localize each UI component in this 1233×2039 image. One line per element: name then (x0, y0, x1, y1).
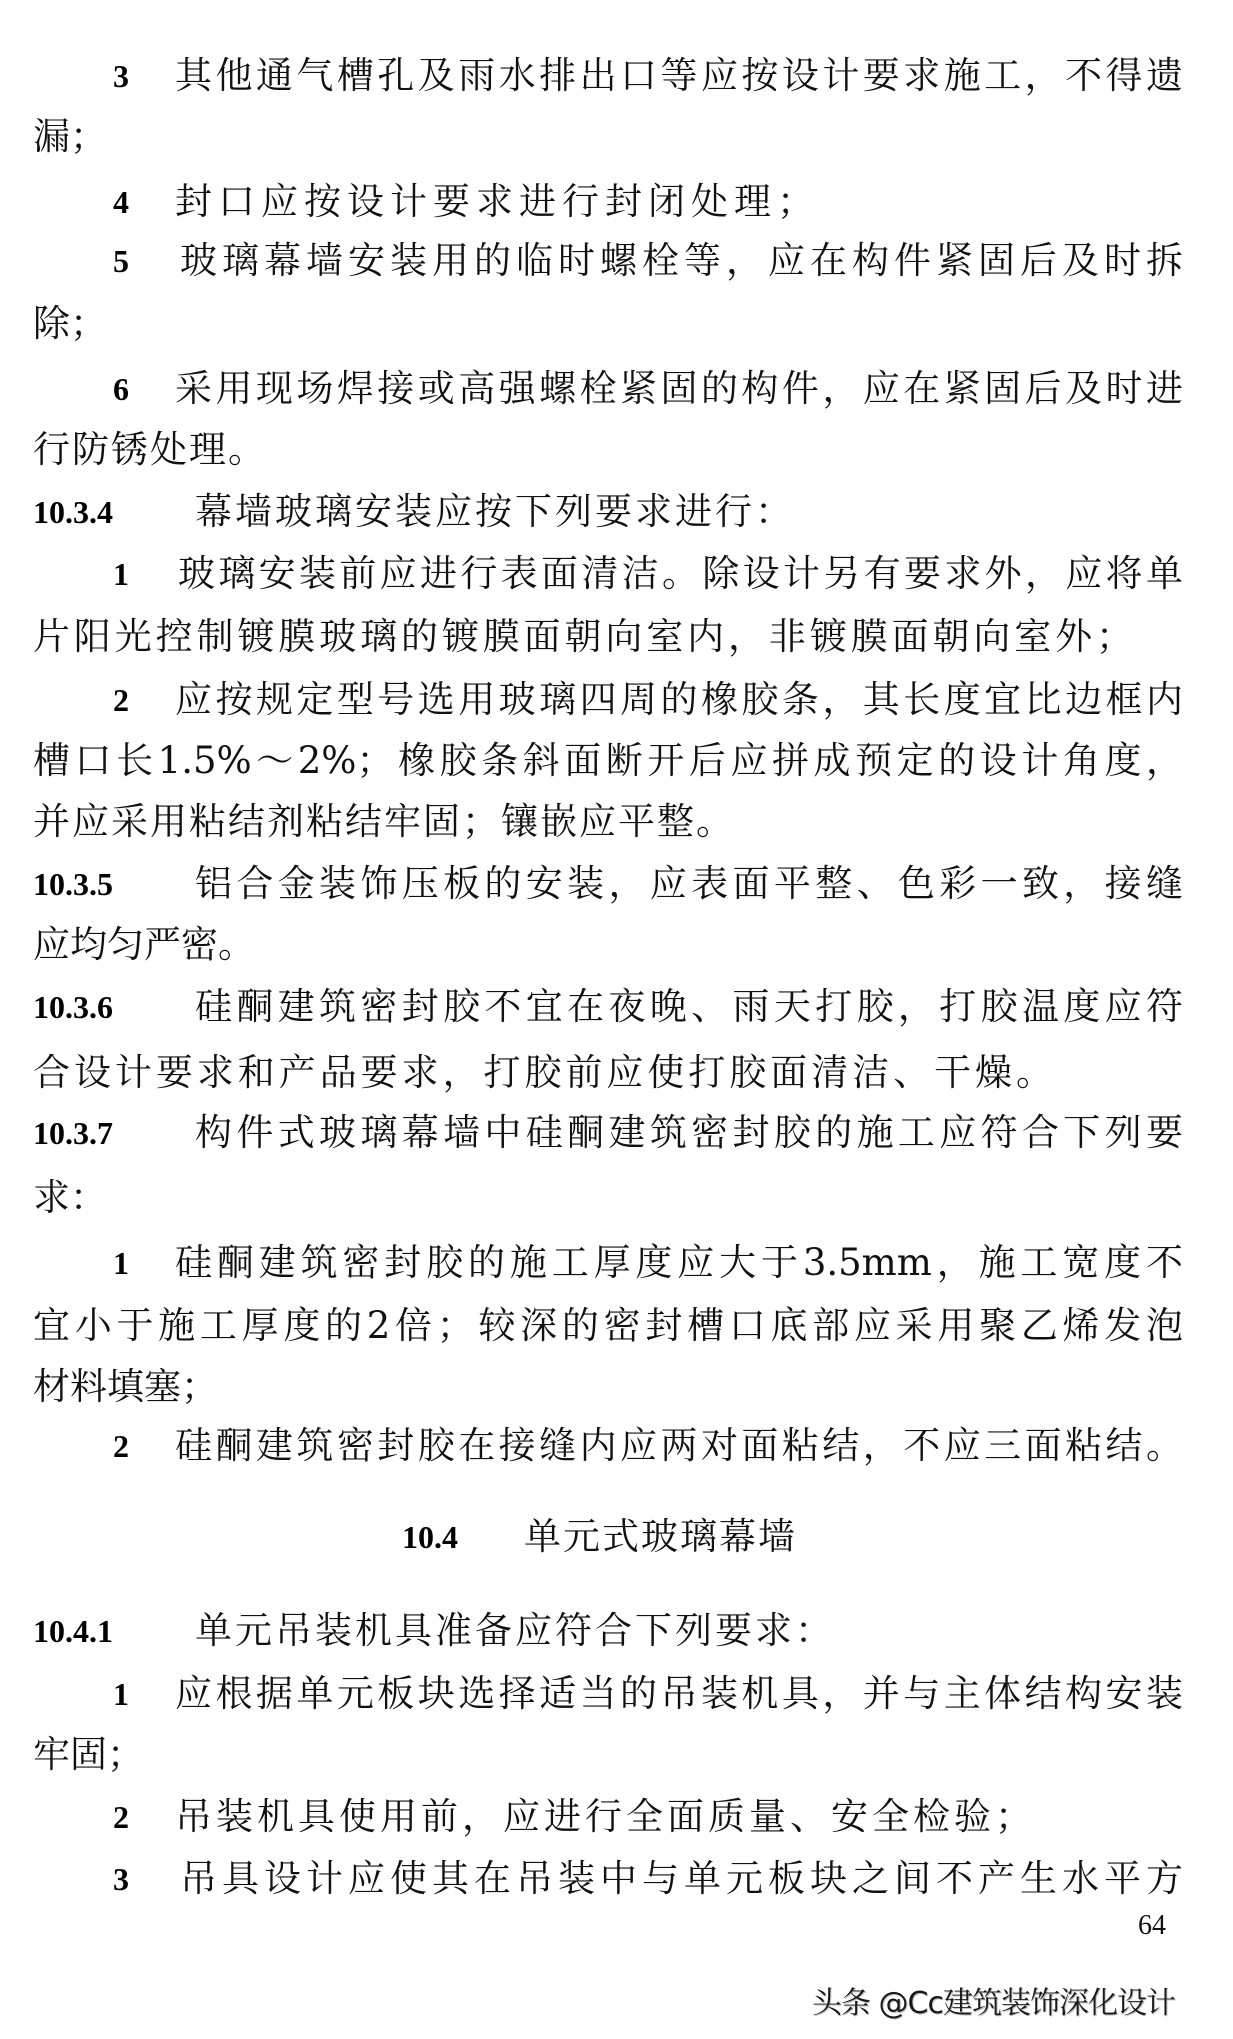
watermark-text: 头条 @Cc建筑装饰深化设计 (812, 1986, 1175, 2021)
paragraph-line: 其他通气槽孔及雨水排出口等应按设计要求施工，不得遗 (175, 54, 1183, 97)
list-number: 1 (113, 556, 129, 592)
paragraph-line: 吊装机具使用前，应进行全面质量、安全检验； (175, 1795, 1036, 1838)
list-number: 2 (113, 1799, 129, 1835)
paragraph-line: 采用现场焊接或高强螺栓紧固的构件，应在紧固后及时进 (175, 367, 1183, 410)
list-number: 1 (113, 1676, 129, 1712)
list-number: 6 (113, 371, 129, 407)
list-number: 4 (113, 184, 129, 220)
paragraph-line: 除； (33, 302, 107, 345)
paragraph-line: 玻璃安装前应进行表面清洁。除设计另有要求外，应将单 (178, 552, 1183, 595)
paragraph-line: 材料填塞； (33, 1365, 218, 1408)
clause-text: 构件式玻璃幕墙中硅酮建筑密封胶的施工应符合下列要 (195, 1111, 1183, 1154)
list-number: 3 (113, 58, 129, 94)
section-number: 10.4 (402, 1519, 458, 1555)
list-number: 5 (113, 243, 129, 279)
paragraph-line: 应均匀严密。 (33, 923, 255, 966)
paragraph-line: 求： (33, 1176, 107, 1219)
page-number: 64 (1138, 1910, 1166, 1941)
list-number: 3 (113, 1861, 129, 1897)
clause-text: 铝合金装饰压板的安装，应表面平整、色彩一致，接缝 (195, 862, 1183, 905)
paragraph-line: 封口应按设计要求进行封闭处理； (175, 180, 820, 223)
paragraph-line: 吊具设计应使其在吊装中与单元板块之间不产生水平方 (180, 1857, 1183, 1900)
clause-text: 硅酮建筑密封胶不宜在夜晚、雨天打胶，打胶温度应符 (195, 985, 1183, 1028)
clause-number: 10.3.7 (33, 1115, 113, 1151)
paragraph-line: 牢固； (33, 1733, 144, 1776)
paragraph-line: 漏； (33, 115, 107, 158)
clause-number: 10.3.4 (33, 494, 113, 530)
clause-number: 10.3.6 (33, 989, 113, 1025)
paragraph-line: 槽口长1.5%～2%；橡胶条斜面断开后应拼成预定的设计角度， (33, 739, 1183, 782)
paragraph-line: 应按规定型号选用玻璃四周的橡胶条，其长度宜比边框内 (175, 678, 1183, 721)
paragraph-line: 合设计要求和产品要求，打胶前应使打胶面清洁、干燥。 (33, 1051, 1053, 1094)
clause-number: 10.3.5 (33, 866, 113, 902)
paragraph-line: 硅酮建筑密封胶的施工厚度应大于3.5mm，施工宽度不 (175, 1241, 1183, 1284)
clause-text: 幕墙玻璃安装应按下列要求进行： (195, 490, 795, 533)
paragraph-line: 宜小于施工厚度的2倍；较深的密封槽口底部应采用聚乙烯发泡 (33, 1304, 1183, 1347)
paragraph-line: 硅酮建筑密封胶在接缝内应两对面粘结，不应三面粘结。 (175, 1424, 1183, 1467)
list-number: 2 (113, 1428, 129, 1464)
paragraph-line: 玻璃幕墙安装用的临时螺栓等，应在构件紧固后及时拆 (180, 239, 1183, 282)
paragraph-line: 应根据单元板块选择适当的吊装机具，并与主体结构安装 (175, 1672, 1183, 1715)
clause-text: 单元吊装机具准备应符合下列要求： (195, 1609, 835, 1652)
list-number: 1 (113, 1245, 129, 1281)
clause-number: 10.4.1 (33, 1613, 113, 1649)
paragraph-line: 片阳光控制镀膜玻璃的镀膜面朝向室内，非镀膜面朝向室外； (33, 615, 1133, 658)
paragraph-line: 并应采用粘结剂粘结牢固；镶嵌应平整。 (33, 800, 735, 843)
section-heading: 单元式玻璃幕墙 (524, 1515, 797, 1558)
list-number: 2 (113, 682, 129, 718)
paragraph-line: 行防锈处理。 (33, 428, 267, 471)
